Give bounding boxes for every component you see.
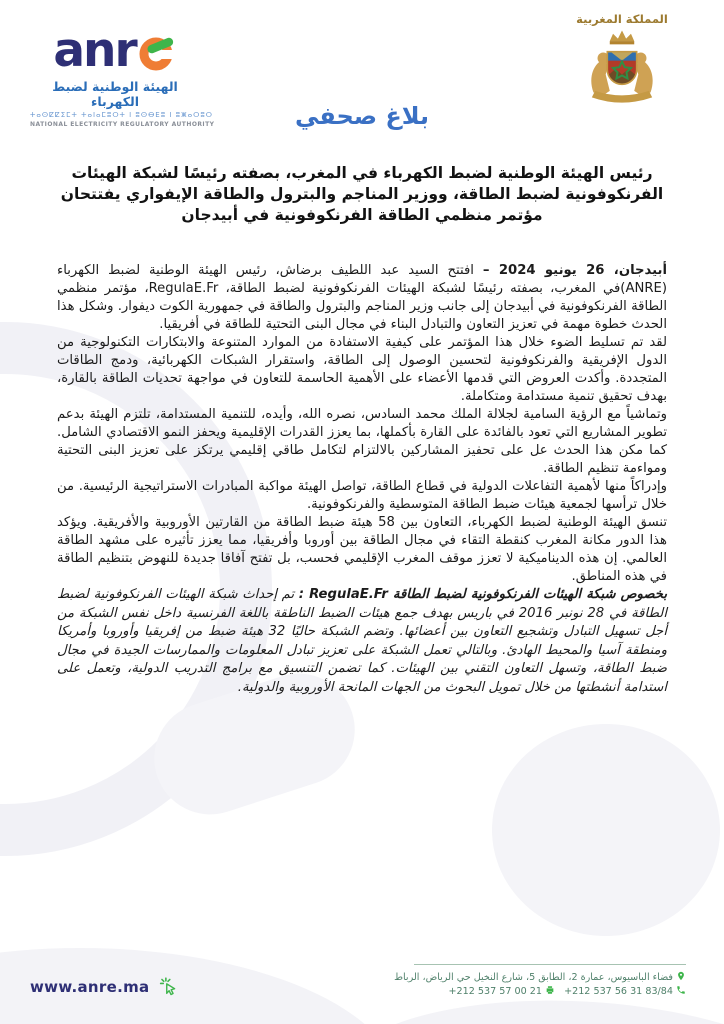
phone-row: [414, 985, 686, 999]
address-text: فضاء الباسيوس، عمارة 2، الطابق 5، شارع النخيل حي الرياض، الرباط: [394, 972, 673, 983]
paragraph-highlights: لقد تم تسليط الضوء خلال هذا المؤتمر على كيفية الاستفادة من الموارد المتنوعة والابتكارات التكنولوجية من الدول الإفريقية والفرنكوفونية لتحسين الوصول إلى الطاقة، واستقرار الشبكات الكهربائية، ودمج الطاقات المتجددة. وأكدت العروض التي قدمها الأعضاء على الأهمية الحاسمة للتعاون في مواجهة تحديات الطاقة بالقارة، بهدف تحقيق تنمية مستدامة ومتكاملة.: [57, 335, 667, 404]
phone-number: +212 537 56 31 83/84: [564, 986, 673, 997]
location-pin-icon: [676, 971, 686, 981]
phone-icon: [676, 985, 686, 995]
contact-block: [394, 964, 686, 999]
dateline-text: افتتح السيد عبد اللطيف برضاش، رئيس الهيئة الوطنية لضبط الكهرباء (ANRE)في المغرب، بصفته رئيسًا لشبكة الهيئات الفرنكوفونية لضبط الطاقة، RegulaE.Fr، مؤتمر منظمي الطاقة الفرنكوفونية في أبيدجان إلى جانب وزير المناجم والبترول والطاقة في جمهورية الكوت ديفوار. وشكل هذا الحدث خطوة مهمة في تعزيز التعاون والتبادل البناء في مجال البنى التحتية للطاقة في أفريقيا.: [57, 263, 667, 332]
anre-english-name: NATIONAL ELECTRICITY REGULATORY AUTHORITY: [30, 121, 215, 128]
dateline-bold: أبيدجان، 26 يونيو 2024 –: [482, 263, 667, 278]
kingdom-block: [544, 12, 700, 113]
headline: رئيس الهيئة الوطنية لضبط الكهرباء في المغرب، بصفته رئيسًا لشبكة الهيئات الفرنكوفونية لضبط الطاقة، ووزير المناجم والبترول والطاقة الإيفواري يفتتحان مؤتمر منظمي الطاقة الفرنكوفونية في أبيدجان: [60, 164, 664, 224]
about-bold: بخصوص شبكة الهيئات الفرنكوفونية لضبط الطاقة RegulaE.Fr :: [298, 587, 667, 602]
paragraph-coordination: تنسق الهيئة الوطنية لضبط الكهرباء، التعاون بين 58 هيئة ضبط الطاقة من القارتين الأوروبية والأفريقية. ويؤكد هذا الدور مكانة المغرب كنقطة التقاء في مجال الطاقة بين أوروبا وأفريقيا، مما يعزز تأثيره على مشهد الطاقة العالمي. إن هذه الديناميكية لا تعزز موقف المغرب الإقليمي فحسب، بل تفتح آفاقا جديدة للنهوض بتنظيم الطاقة في هذه المناطق.: [57, 515, 668, 584]
anre-wordmark: [30, 24, 200, 76]
paragraph-dateline: [57, 262, 667, 334]
paragraph-about-regulae: [57, 586, 667, 697]
background-circle-shape: [492, 724, 720, 936]
kingdom-label: المملكة المغربية: [576, 12, 668, 26]
anre-arabic-name: الهيئة الوطنية لضبط الكهرباء: [52, 79, 178, 109]
fax-group: [449, 986, 555, 997]
energy-e-icon: [137, 32, 177, 72]
paragraph-international: وإدراكاً منها لأهمية التفاعلات الدولية في قطاع الطاقة، تواصل الهيئة مواكبة المبادرات الاستراتيجية الرئيسية. من خلال ترأسها لجمعية هيئات ضبط الطاقة المتوسطية والفرنكوفونية.: [57, 479, 667, 512]
anre-tifinagh-name: ⵜⴰⵙⵇⵇⵉⵎⵜ ⵜⴰⵏⴰⵎⵓⵔⵜ ⵏ ⵓⵙⴱⴹⵓ ⵏ ⵓⵥⴰⵔⵓⵔ: [30, 111, 213, 119]
anre-wordmark-letters: anr: [53, 22, 136, 78]
paragraph-royal-vision: وتماشياً مع الرؤية السامية لجلالة الملك محمد السادس، نصره الله، وأيده، للتنمية المستدامة، تلتزم الهيئة بدعم تطوير المشاريع التي تعود بالفائدة على القارة بأكملها، بما يعزز القدرات الإقليمية ويحفز النمو الاقتصادي الشامل. كما مكن هذا الحدث عل على تحفيز المشاركين بالالتزام لتكامل طاقي إقليمي يرتكز على تعزيز البنى التحتية ومواءمة تنظيم الطاقة.: [57, 407, 667, 476]
morocco-coat-of-arms: [569, 27, 675, 109]
address-row: [394, 971, 686, 985]
website-row: [30, 976, 179, 997]
click-cursor-icon: [158, 976, 179, 997]
article-body: [57, 262, 667, 697]
about-text: تم إحداث شبكة الهيئات الفرنكوفونية لضبط الطاقة في 28 نونبر 2016 في باريس بهدف جمع هيئات الضبط الناطقة باللغة الفرنسية داخل نفس الشبكة من أجل تسهيل التبادل وتشجيع التعاون بين أعضائها. وتضم الشبكة حاليًا 32 هيئة ضبط من إفريقيا وأوروبا وأمريكا ومنطقة آسيا والمحيط الهادئ. وبالتالي تعمل الشبكة على تعزيز تبادل المعلومات والممارسات الجيدة في مجال ضبط الطاقة، وتسهل التعاون التقني بين الهيئات. كما تضمن التنسيق مع برامج التدريب الدولية، وتعمل على استدامة أنشطتها من خلال تمويل البحوث من الجهات المانحة الأوروبية والدولية.: [57, 587, 667, 695]
printer-icon: [545, 985, 555, 995]
website-link[interactable]: www.anre.ma: [30, 977, 150, 996]
page-title: بلاغ صحفي: [294, 102, 430, 130]
fax-number: +212 537 57 00 21: [448, 986, 542, 997]
